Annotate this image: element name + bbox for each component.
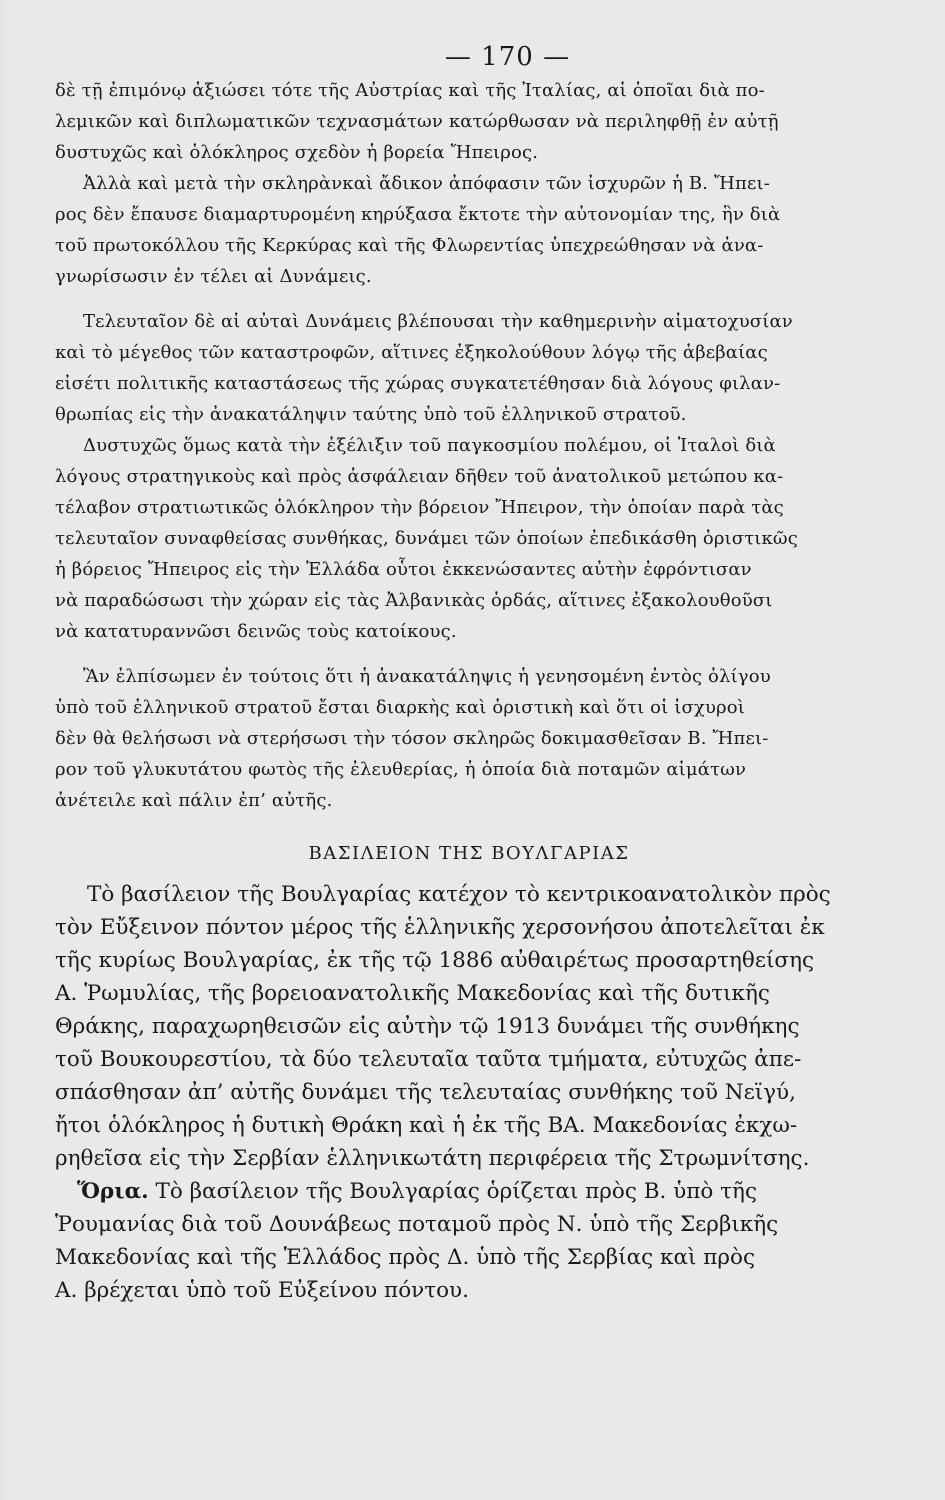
text-line: τοῦ Βουκουρεστίου, τὰ δύο τελευταῖα ταῦτα τμήματα, εὐτυχῶς ἀπε- xyxy=(55,1047,802,1072)
text-line: τῆς κυρίως Βουλγαρίας, ἐκ τῆς τῷ 1886 αὐθαιρέτως προσαρτηθείσης xyxy=(55,948,815,973)
text-line: ἤτοι ὁλόκληρος ἡ δυτικὴ Θράκη καὶ ἡ ἐκ τῆς ΒΑ. Μακεδονίας ἐκχω- xyxy=(55,1113,798,1138)
paragraph xyxy=(55,884,883,1181)
section-bulgaria xyxy=(55,884,883,1313)
text-line: Τελευταῖον δὲ αἱ αὐταὶ Δυνάμεις βλέπουσαι τὴν καθημερινὴν αἱματοχυσίαν xyxy=(83,311,793,332)
text-line: τὸν Εὔξεινον πόντον μέρος τῆς ἑλληνικῆς χερσονήσου ἀποτελεῖται ἐκ xyxy=(55,915,825,940)
page-body xyxy=(55,82,883,1313)
paragraph xyxy=(55,175,883,299)
text-line: λόγους στρατηγικοὺς καὶ πρὸς ἀσφάλειαν δῆθεν τοῦ ἀνατολικοῦ μετώπου κα- xyxy=(55,466,784,487)
text-line: σπάσθησαν ἀπ’ αὐτῆς δυνάμει τῆς τελευταίας συνθήκης τοῦ Νεϊγύ, xyxy=(55,1080,796,1105)
text-line: ρος δὲν ἔπαυσε διαμαρτυρομένη κηρύξασα ἔκτοτε τὴν αὐτονομίαν της, ἣν διὰ xyxy=(55,204,781,225)
text-line: καὶ τὸ μέγεθος τῶν καταστροφῶν, αἵτινες ἐξηκολούθουν λόγῳ τῆς ἀβεβαίας xyxy=(55,342,768,363)
page-header xyxy=(0,42,945,72)
text-line: ὑπὸ τοῦ ἑλληνικοῦ στρατοῦ ἔσται διαρκὴς καὶ ὁριστικὴ καὶ ὅτι οἱ ἰσχυροὶ xyxy=(55,697,745,718)
text-line: θρωπίας εἰς τὴν ἀνακατάληψιν ταύτης ὑπὸ τοῦ ἑλληνικοῦ στρατοῦ. xyxy=(55,404,687,425)
text-line: λεμικῶν καὶ διπλωματικῶν τεχνασμάτων κατώρθωσαν νὰ περιληφθῇ ἐν αὐτῇ xyxy=(55,111,779,132)
paragraph xyxy=(55,82,883,175)
paragraph-label: Ὅρια. xyxy=(77,1179,149,1204)
text-line: Δυστυχῶς ὅμως κατὰ τὴν ἐξέλιξιν τοῦ παγκοσμίου πολέμου, οἱ Ἰταλοὶ διὰ xyxy=(83,435,776,456)
text-line: νὰ παραδώσωσι τὴν χώραν εἰς τὰς Ἀλβανικὰς ὀρδάς, αἵτινες ἐξακολουθοῦσι xyxy=(55,590,773,611)
text-line: δὲν θὰ θελήσωσι νὰ στερήσωσι τὴν τόσον σκληρῶς δοκιμασθεῖσαν Β. Ἤπει- xyxy=(55,728,769,749)
section-epirus xyxy=(55,82,883,823)
text-line: Ἀλλὰ καὶ μετὰ τὴν σκληρὰνκαὶ ἄδικον ἀπόφασιν τῶν ἰσχυρῶν ἡ Β. Ἤπει- xyxy=(83,173,770,194)
text-line: εἰσέτι πολιτικῆς καταστάσεως τῆς χώρας συγκατετέθησαν διὰ λόγους φιλαν- xyxy=(55,373,781,394)
text-line: ρηθεῖσα εἰς τὴν Σερβίαν ἑλληνικωτάτη περιφέρεια τῆς Στρωμνίτσης. xyxy=(55,1146,810,1171)
text-line: τοῦ πρωτοκόλλου τῆς Κερκύρας καὶ τῆς Φλωρεντίας ὑπεχρεώθησαν νὰ ἀνα- xyxy=(55,235,764,256)
page-shadow xyxy=(0,0,8,1500)
text-line: ρον τοῦ γλυκυτάτου φωτὸς τῆς ἐλευθερίας, ἡ ὁποία διὰ ποταμῶν αἱμάτων xyxy=(55,759,747,780)
paragraph xyxy=(55,1181,883,1313)
text-line: Τὸ βασίλειον τῆς Βουλγαρίας κατέχον τὸ κεντρικοανατολικὸν πρὸς xyxy=(87,882,831,907)
page-number: — 170 — xyxy=(444,42,571,72)
text-line: τελευταῖον συναφθείσας συνθήκας, δυνάμει τῶν ὁποίων ἐπεδικάσθη ὁριστικῶς xyxy=(55,528,798,549)
text-line: Ἂν ἐλπίσωμεν ἐν τούτοις ὅτι ἡ ἀνακατάληψις ἡ γενησομένη ἐντὸς ὀλίγου xyxy=(83,666,771,687)
text-line: Μακεδονίας καὶ τῆς Ἑλλάδος πρὸς Δ. ὑπὸ τῆς Σερβίας καὶ πρὸς xyxy=(55,1245,756,1270)
text-line: Θράκης, παραχωρηθεισῶν εἰς αὐτὴν τῷ 1913 δυνάμει τῆς συνθήκης xyxy=(55,1014,800,1039)
text-line: Α. Ῥωμυλίας, τῆς βορειοανατολικῆς Μακεδονίας καὶ τῆς δυτικῆς xyxy=(55,981,770,1006)
paragraph xyxy=(55,668,883,823)
section-heading: ΒΑΣΙΛΕΙΟΝ ΤΗΣ ΒΟΥΛΓΑΡΙΑΣ xyxy=(308,843,630,864)
text-run: Τὸ βασίλειον τῆς Βουλγαρίας ὁρίζεται πρὸς Β. ὑπὸ τῆς xyxy=(148,1179,757,1204)
text-line: νὰ κατατυραννῶσι δεινῶς τοὺς κατοίκους. xyxy=(55,621,457,642)
paragraph xyxy=(55,313,883,437)
text-line: Α. βρέχεται ὑπὸ τοῦ Εὐξείνου πόντου. xyxy=(55,1278,469,1303)
text-line: δυστυχῶς καὶ ὁλόκληρος σχεδὸν ἡ βορεία Ἤπειρος. xyxy=(55,142,539,163)
text-line: Ῥουμανίας διὰ τοῦ Δουνάβεως ποταμοῦ πρὸς Ν. ὑπὸ τῆς Σερβικῆς xyxy=(55,1212,779,1237)
text-line xyxy=(77,1181,905,1214)
text-line: δὲ τῇ ἐπιμόνῳ ἀξιώσει τότε τῆς Αὐστρίας καὶ τῆς Ἰταλίας, αἱ ὁποῖαι διὰ πο- xyxy=(55,80,765,101)
text-line: τέλαβον στρατιωτικῶς ὁλόκληρον τὴν βόρειον Ἤπειρον, τὴν ὁποίαν παρὰ τὰς xyxy=(55,497,784,518)
text-line: ἡ βόρειος Ἤπειρος εἰς τὴν Ἑλλάδα οὗτοι ἐκκενώσαντες αὐτὴν ἐφρόντισαν xyxy=(55,559,752,580)
text-line: γνωρίσωσιν ἐν τέλει αἱ Δυνάμεις. xyxy=(55,266,372,287)
paragraph xyxy=(55,437,883,654)
text-line: ἀνέτειλε καὶ πάλιν ἐπ’ αὐτῆς. xyxy=(55,790,333,811)
